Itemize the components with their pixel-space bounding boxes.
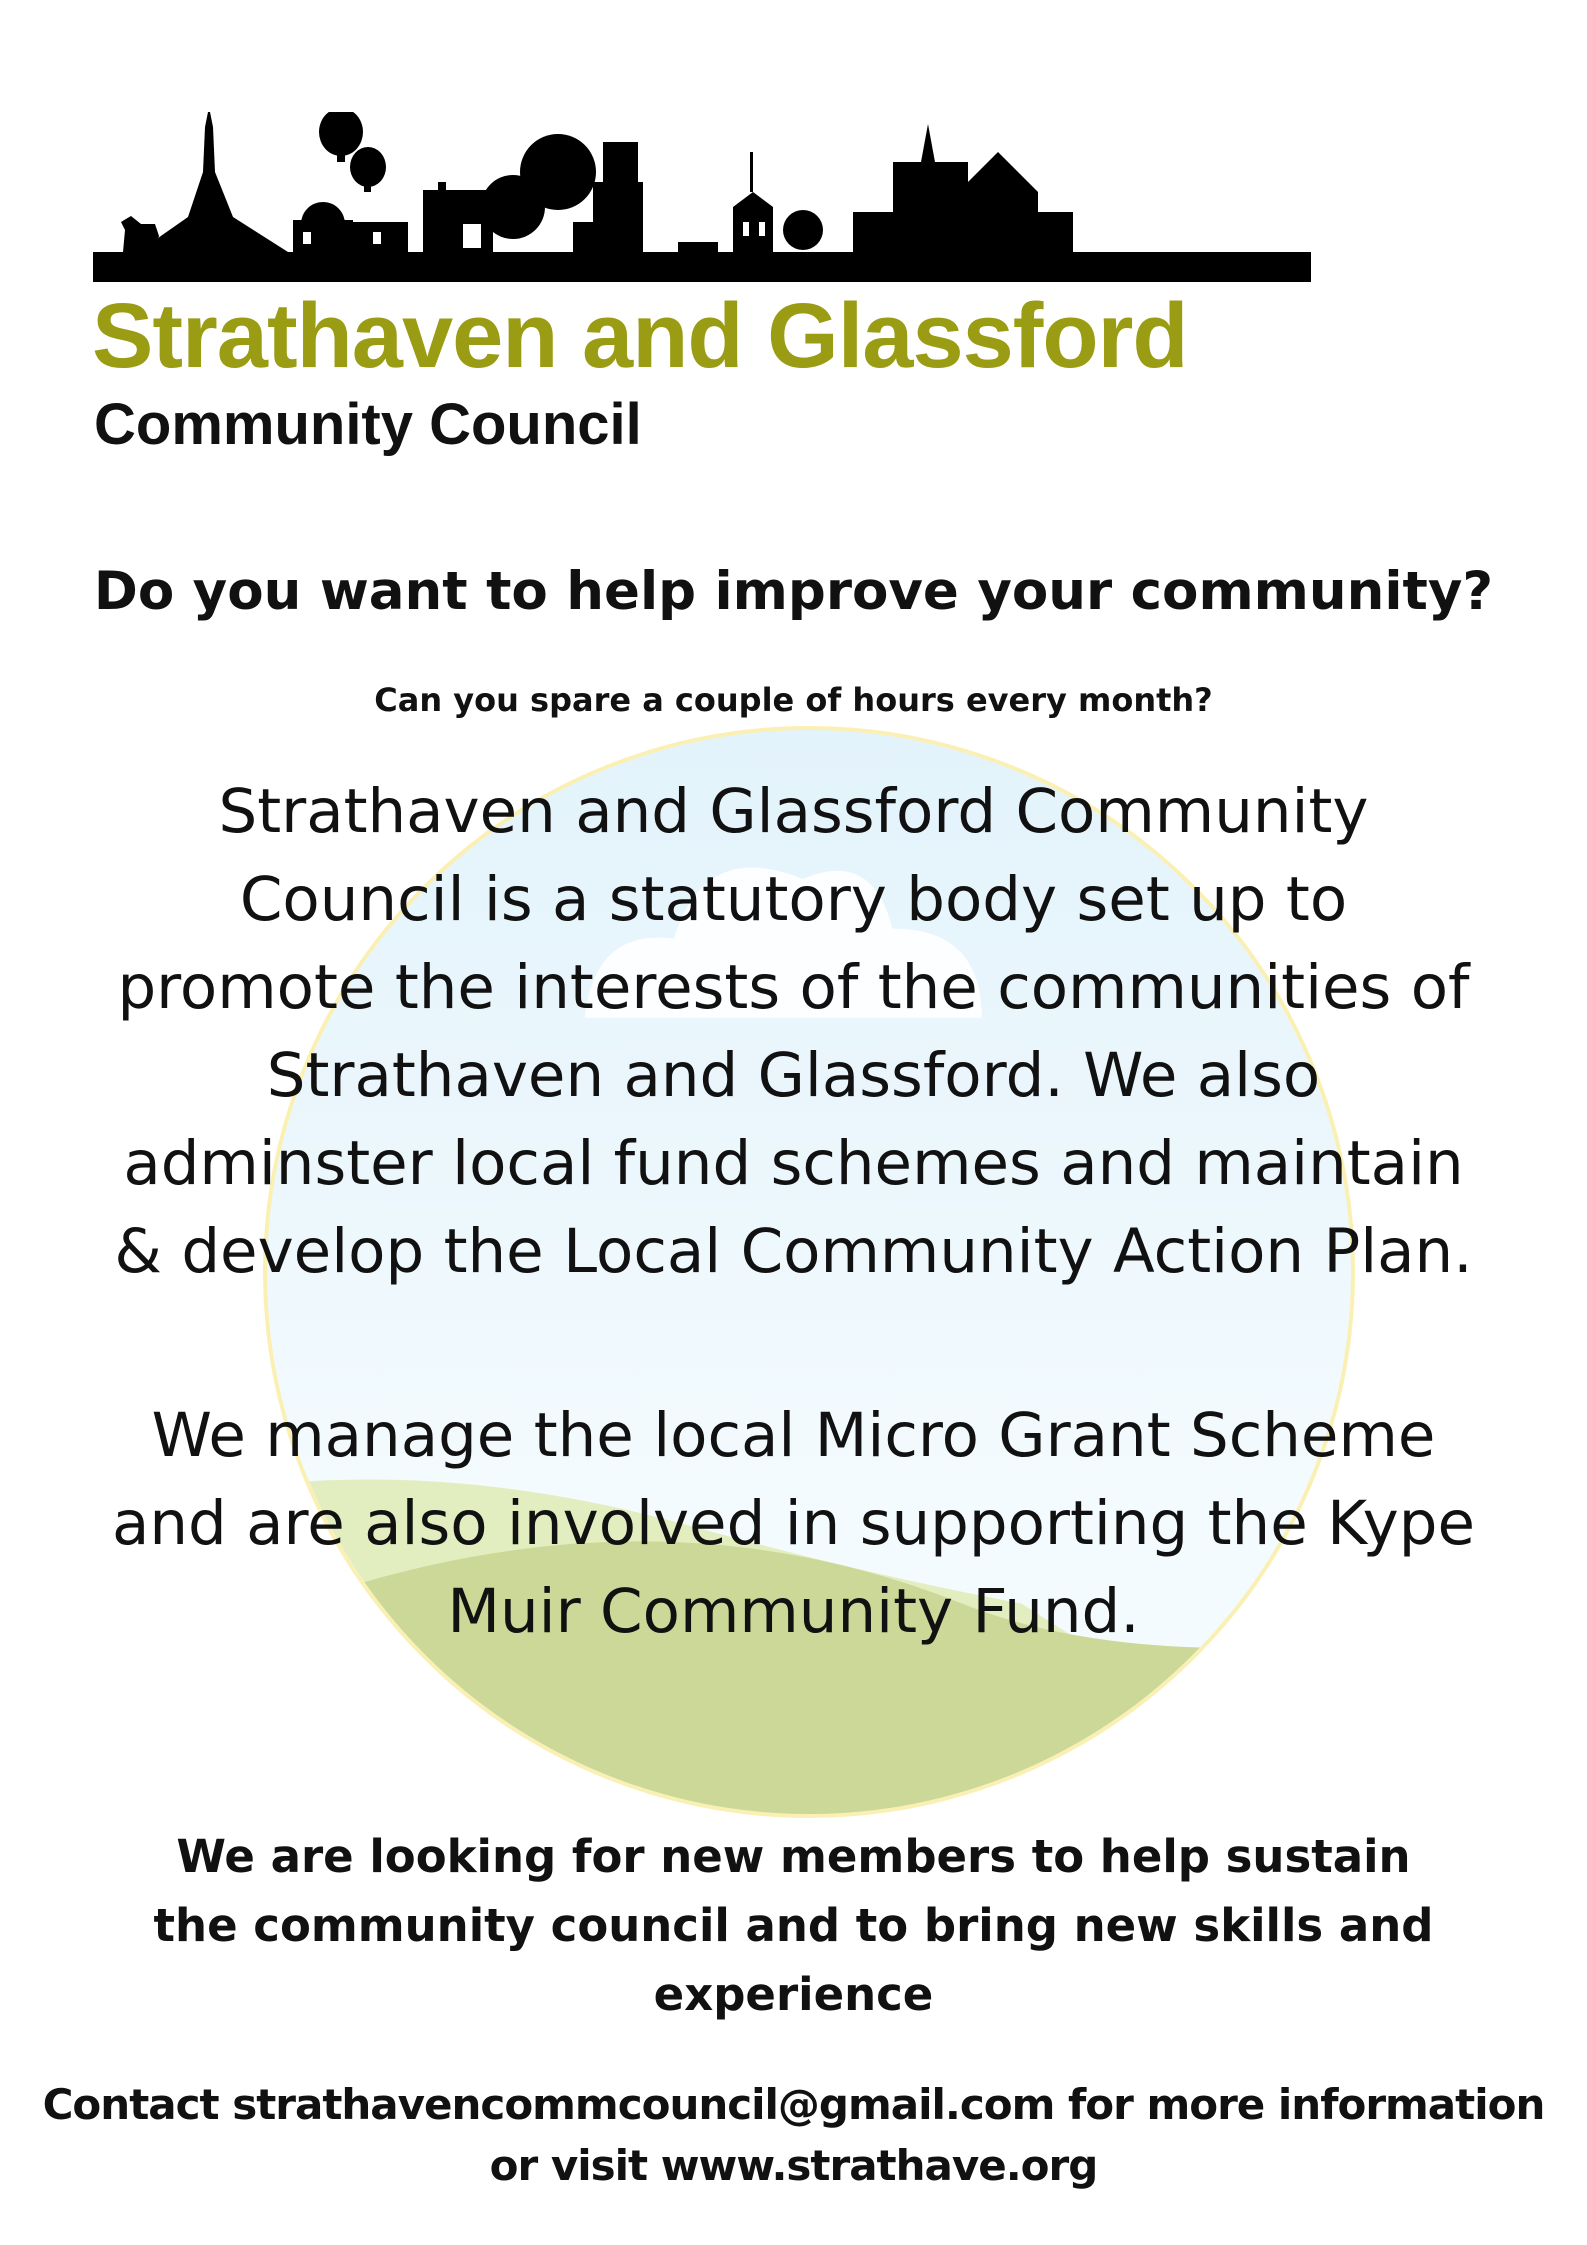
skyline-silhouette-logo [93, 112, 1311, 282]
headline: Do you want to help improve your community? [93, 561, 1494, 622]
intro-paragraph: Strathaven and Glassford Community Council is a statutory body set up to promote the interests of the communities of Strathaven and Glassford. We also adminster local fund schemes and maintain & develop the Local Community Action Plan. [114, 776, 1473, 1287]
grants-paragraph: We manage the local Micro Grant Scheme and are also involved in supporting the Kype Muir Community Fund. [111, 1400, 1476, 1647]
call-to-action: We are looking for new members to help sustain the community council and to bring new skills and experience [153, 1830, 1434, 2021]
contact-website-line[interactable]: or visit www.strathave.org [489, 2141, 1098, 2190]
contact-info [0, 2074, 1587, 2196]
contact-email-line[interactable]: Contact strathavencommcouncil@gmail.com for more information [42, 2080, 1545, 2129]
org-subtitle: Community Council [94, 392, 642, 457]
org-name: Strathaven and Glassford [92, 285, 1188, 387]
subheadline: Can you spare a couple of hours every month? [374, 681, 1213, 719]
